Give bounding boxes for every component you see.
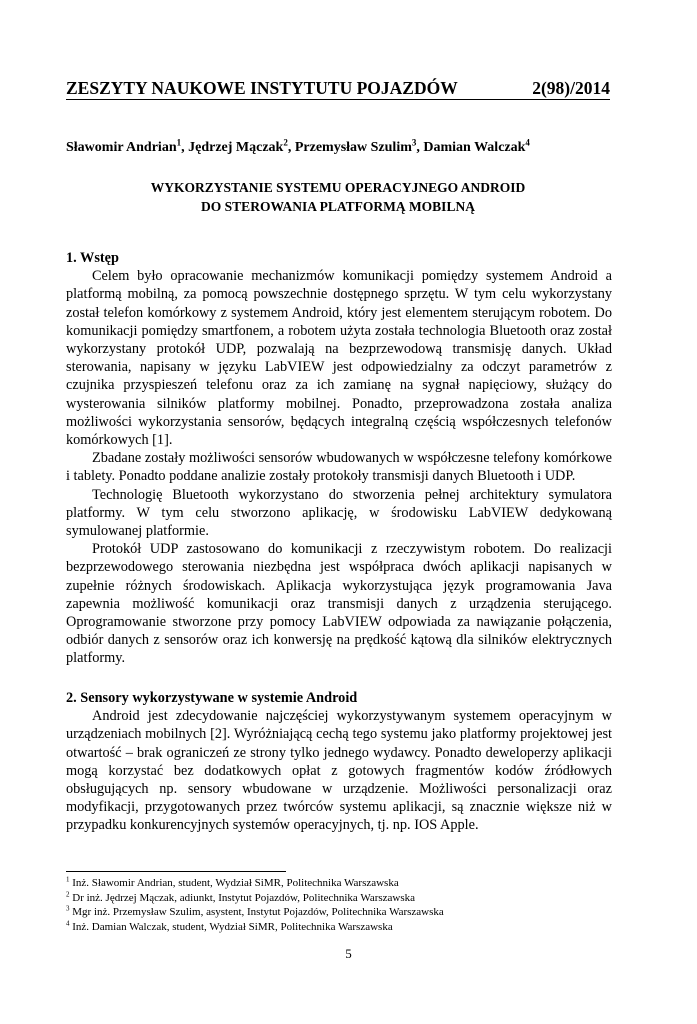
author-name: Przemysław Szulim (294, 140, 412, 155)
footnote: $^4$ Inż. Damian Walczak, student, Wydział SiMR, Politechnika Warszawska (66, 918, 393, 933)
journal-issue: 2(98)/2014 (532, 78, 610, 98)
paragraph: Celem było opracowanie mechanizmów komunikacji pomiędzy systemem Android a platformą mobilną, za pomocą powszechnie dostępnego sprzętu. W tym celu wykorzystany został telefon komórkowy z systemem Android, który jest elementem sterującym robotem. Do komunikacji pomiędzy smartfonem, a robotem użyta została technologia Bluetooth oraz został wykorzystany protokół UDP, pozwalają na bezprzewodową transmisję danych. Układ sterowania, napisany w języku LabVIEW jest odpowiedzialny za odczyt parametrów z czujnika przyspieszeń telefonu oraz za ich zamianę na sygnał napięciowy, służący do wysterowania silników platformy mobilnej. Ponadto, przeprowadzona została analiza możliwości wykorzystania sensorów, będących integralną częścią współczesnych telefonów komórkowych [1]. (66, 268, 612, 449)
footnote: $^2$ Dr inż. Jędrzej Mączak, adiunkt, Instytut Pojazdów, Politechnika Warszawska (66, 889, 416, 904)
author-footnote-mark: 2 (283, 137, 288, 148)
author-name: Jędrzej Mączak (188, 140, 284, 155)
footnotes (66, 876, 612, 934)
author-name: Damian Walczak (423, 140, 526, 155)
footnote: $^1$ Inż. Sławomir Andrian, student, Wydział SiMR, Politechnika Warszawska (66, 875, 399, 889)
paragraph: Protokół UDP zastosowano do komunikacji z rzeczywistym robotem. Do realizacji bezprzewodowego sterowania niezbędna jest współpraca dwóch aplikacji napisanych w zupełnie różnych środowiskach. Aplikacja wykorzystująca język programowania Java zapewnia możliwość komunikacji oraz transmisji danych z urządzenia sterującego. Oprogramowanie stworzone przy pomocy LabVIEW odpowiada za nawiązanie połączenia, odbiór danych z sensorów oraz ich konwersję na prędkość kątową dla silników elektrycznych platformy. (66, 541, 612, 667)
section-heading: 2. Sensory wykorzystywane w systemie Android (66, 690, 358, 706)
journal-header (66, 78, 610, 100)
footnote: $^3$ Mgr inż. Przemysław Szulim, asystent, Instytut Pojazdów, Politechnika Warszawska (66, 904, 444, 918)
author-footnote-mark: 1 (176, 137, 182, 148)
section-introduction (66, 249, 612, 668)
paragraph: Android jest zdecydowanie najczęściej wykorzystywanym systemem operacyjnym w urządzeniach mobilnych [2]. Wyróżniającą cechą tego systemu jako platformy projektowej jest otwartość – brak ograniczeń ze strony tylko jednego wydawcy. Ponadto deweloperzy aplikacji mogą korzystać bez dodatkowych opłat z gotowych fragmentów kodów źródłowych obsługujących np. sensory wbudowane w urządzenie. Możliwości personalizacji oraz modyfikacji, przygotowanych przez twórców systemu aplikacji, są znacznie większe niż w przypadku konkurencyjnych systemów operacyjnych, tj. np. IOS Apple. (66, 708, 612, 834)
paper-title-line: DO STEROWANIA PLATFORMĄ MOBILNĄ (201, 199, 475, 214)
paragraph: Zbadane zostały możliwości sensorów wbudowanych w współczesne telefony komórkowe i tablety. Ponadto poddane analizie zostały protokoły transmisji danych Bluetooth i UDP. (66, 450, 612, 485)
page-number: 5 (345, 946, 352, 961)
author-footnote-mark: 4 (525, 137, 530, 148)
paragraph: Technologię Bluetooth wykorzystano do stworzenia pełnej architektury symulatora platformy. W tym celu stworzono aplikację, w środowisku LabVIEW dedykowaną symulowanej platformie. (66, 486, 612, 540)
author-name: Sławomir Andrian (66, 140, 177, 155)
section-heading: 1. Wstęp (66, 250, 119, 266)
section-sensors (66, 689, 612, 835)
paper-title-line: WYKORZYSTANIE SYSTEMU OPERACYJNEGO ANDROID (150, 180, 526, 195)
author-footnote-mark: 3 (411, 137, 417, 148)
paper-title (66, 178, 610, 216)
footnote-divider (66, 871, 286, 872)
journal-title: ZESZYTY NAUKOWE INSTYTUTU POJAZDÓW (66, 78, 458, 98)
author-list: Sławomir Andrian$^1$, Jędrzej Mączak$^2$, Przemysław Szulim$^3$, Damian Walczak$^4$ (66, 137, 530, 155)
